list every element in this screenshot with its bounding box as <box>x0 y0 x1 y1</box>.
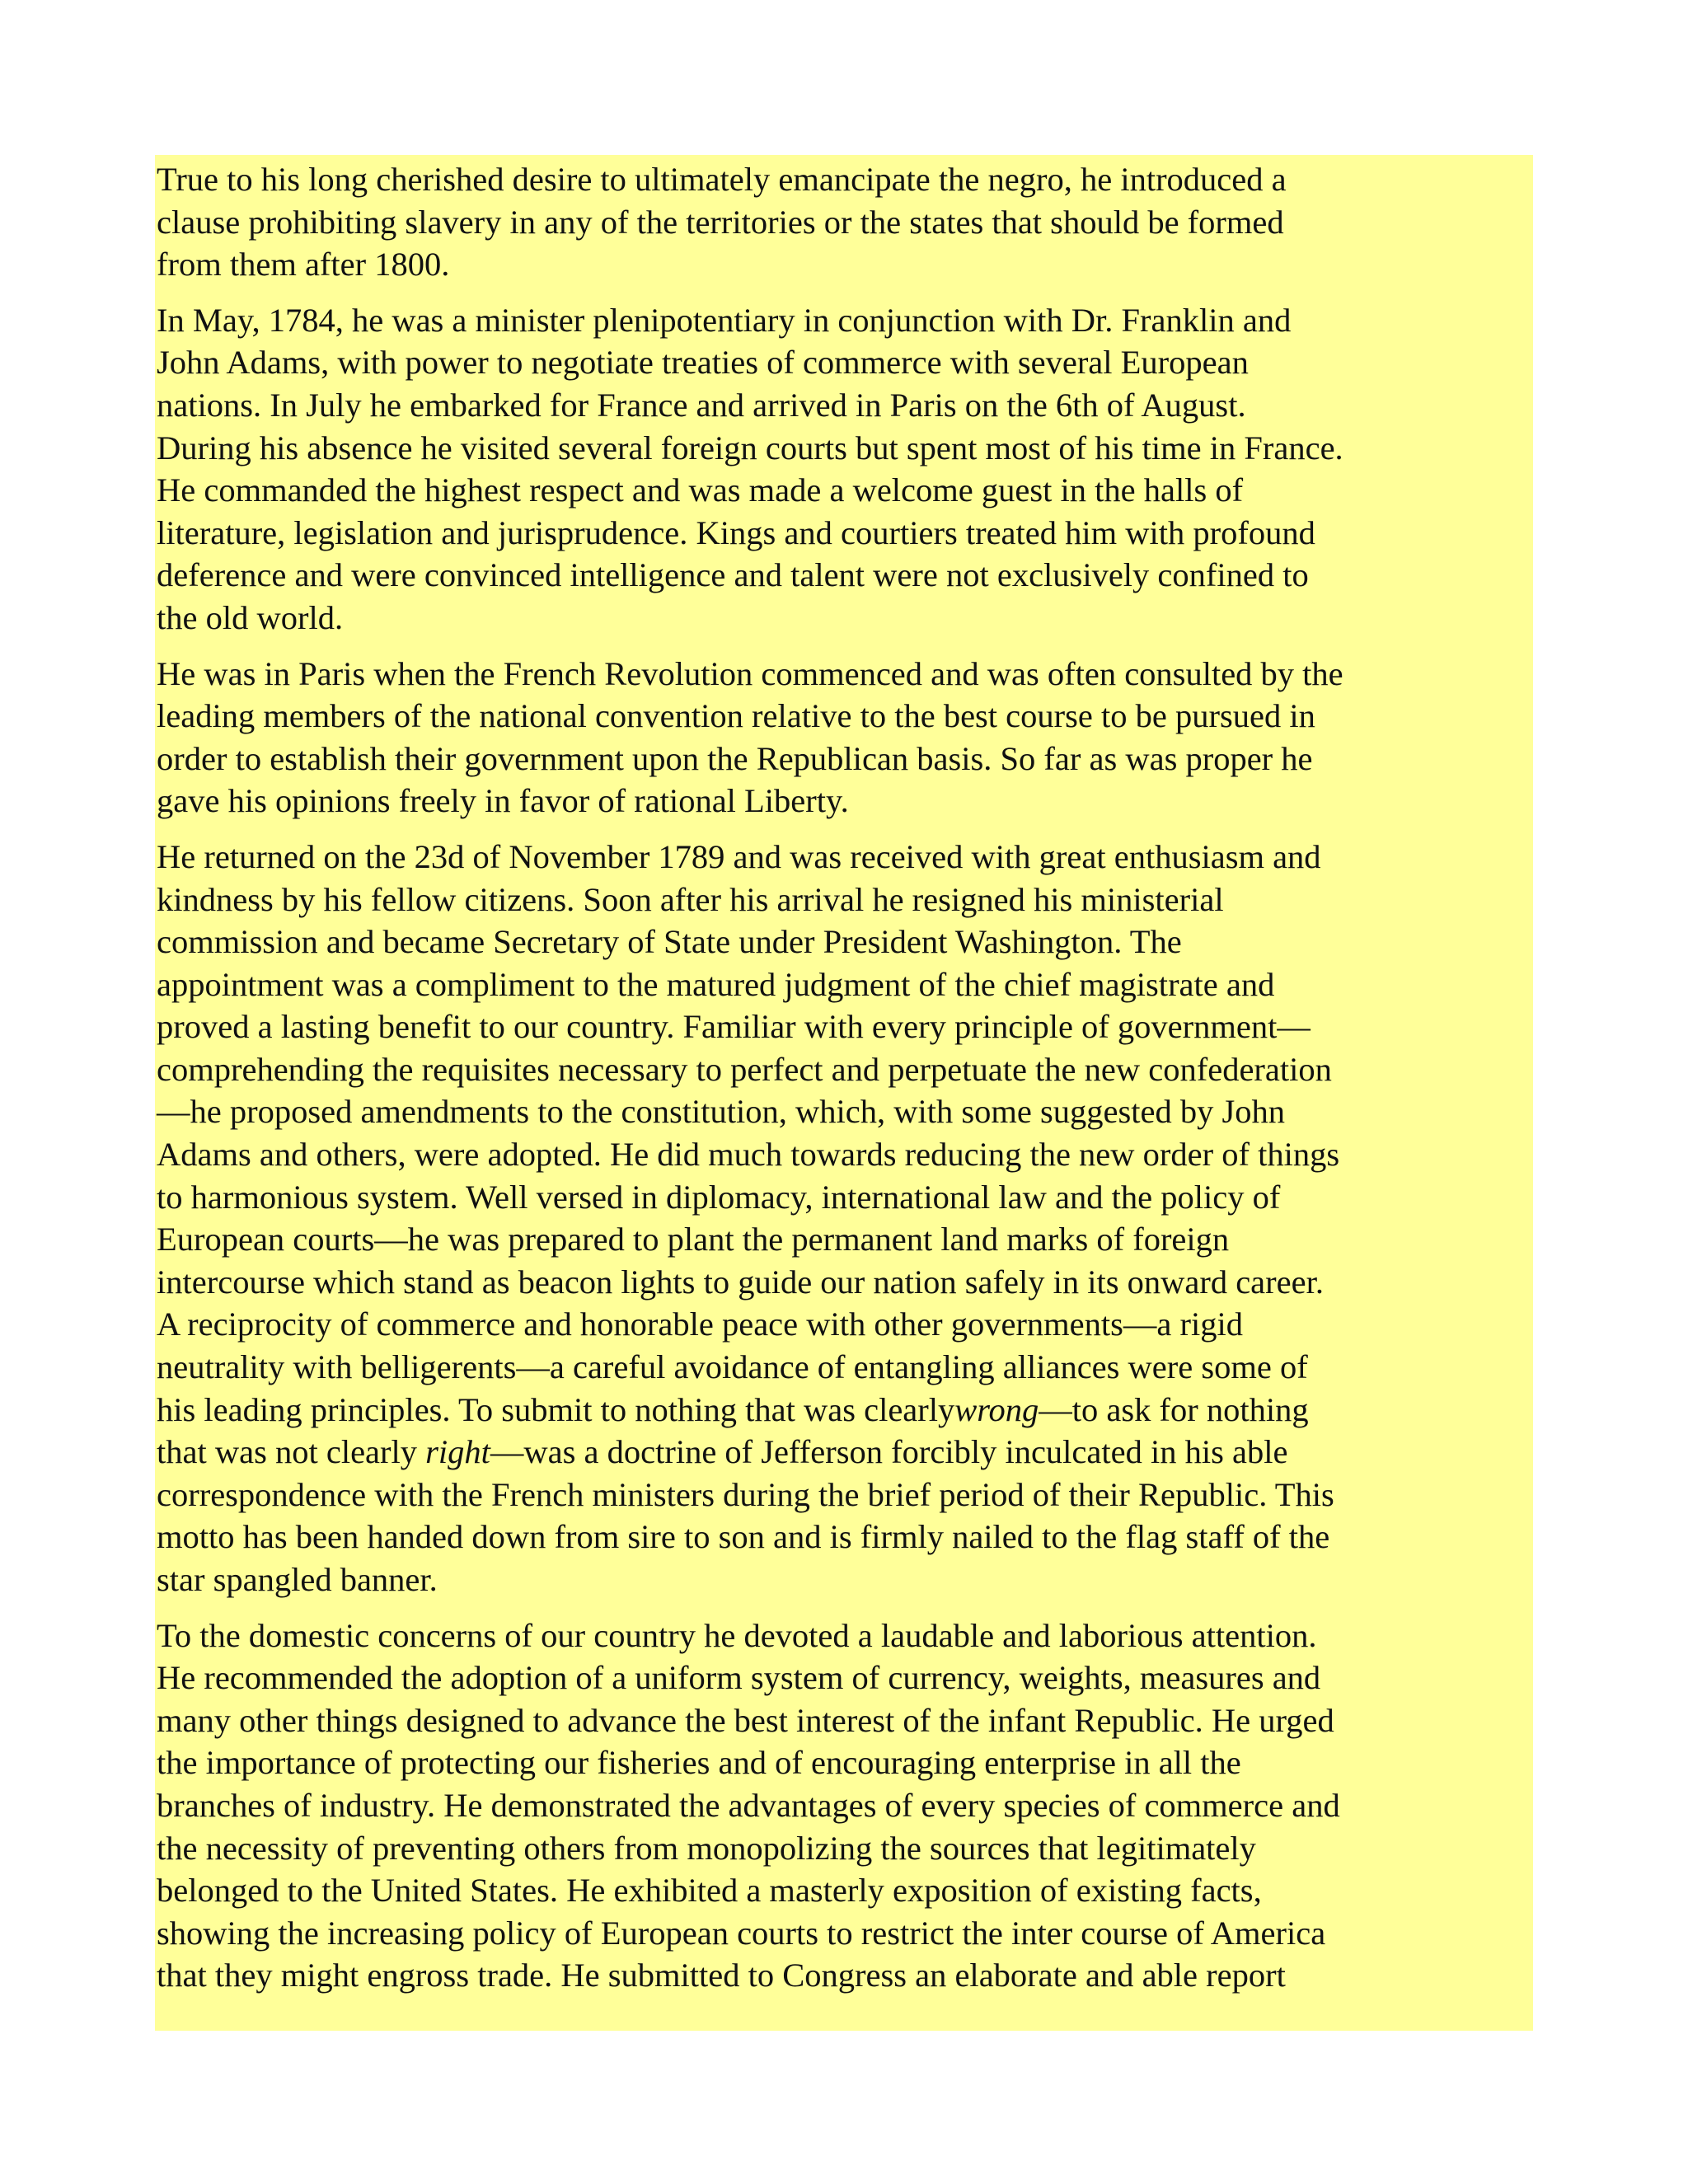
text-line: He recommended the adoption of a uniform system of currency, weights, measures and <box>157 1659 1321 1697</box>
text-line: intercourse which stand as beacon lights to guide our nation safely in its onward career. <box>157 1263 1324 1301</box>
text-line: leading members of the national convention relative to the best course to be pursued in <box>157 697 1315 735</box>
text-run: —to ask for nothing <box>1039 1390 1309 1428</box>
italic-word: right <box>425 1433 490 1471</box>
text-line: deference and were convinced intelligence and talent were not exclusively confined to <box>157 556 1309 594</box>
text-line: In May, 1784, he was a minister plenipotentiary in conjunction with Dr. Franklin and <box>157 301 1292 339</box>
text-line: comprehending the requisites necessary to perfect and perpetuate the new confederation <box>157 1050 1332 1088</box>
text-line: nations. In July he embarked for France and arrived in Paris on the 6th of August. <box>157 386 1246 424</box>
text-line: gave his opinions freely in favor of rational Liberty. <box>157 782 849 820</box>
text-line: the old world. <box>157 598 344 636</box>
text-line: correspondence with the French ministers during the brief period of their Republic. This <box>157 1475 1334 1513</box>
paragraph-2 <box>157 299 1531 640</box>
text-run: his leading principles. To submit to nothing that was clearly <box>157 1390 955 1428</box>
text-line: True to his long cherished desire to ultimately emancipate the negro, he introduced a <box>157 161 1287 198</box>
text-line: motto has been handed down from sire to son and is firmly nailed to the flag staff of the <box>157 1518 1330 1556</box>
highlighted-text-block <box>155 155 1533 2031</box>
text-line: showing the increasing policy of European courts to restrict the inter course of America <box>157 1914 1326 1952</box>
text-line: literature, legislation and jurisprudence. Kings and courtiers treated him with profound <box>157 513 1315 551</box>
text-line: the necessity of preventing others from monopolizing the sources that legitimately <box>157 1829 1256 1867</box>
text-line-mixed <box>157 1389 1531 1432</box>
text-line: A reciprocity of commerce and honorable peace with other governments—a rigid <box>157 1305 1244 1343</box>
paragraph-5 <box>157 1615 1531 1997</box>
text-line: clause prohibiting slavery in any of the territories or the states that should be formed <box>157 203 1284 241</box>
text-line: that they might engross trade. He submitted to Congress an elaborate and able report <box>157 1957 1286 1994</box>
paragraph-3 <box>157 653 1531 823</box>
text-line: many other things designed to advance the best interest of the infant Republic. He urged <box>157 1701 1334 1739</box>
text-run: that was not clearly <box>157 1433 426 1471</box>
text-line: order to establish their government upon the Republican basis. So far as was proper he <box>157 739 1313 777</box>
text-line: To the domestic concerns of our country he devoted a laudable and laborious attention. <box>157 1616 1317 1654</box>
text-line: He was in Paris when the French Revolution commenced and was often consulted by the <box>157 654 1343 692</box>
text-line: star spangled banner. <box>157 1561 438 1598</box>
text-line: He commanded the highest respect and was made a welcome guest in the halls of <box>157 471 1244 509</box>
text-line: branches of industry. He demonstrated the advantages of every species of commerce and <box>157 1786 1340 1824</box>
text-line: proved a lasting benefit to our country. Familiar with every principle of government— <box>157 1008 1311 1046</box>
text-line: neutrality with belligerents—a careful avoidance of entangling alliances were some of <box>157 1348 1308 1386</box>
text-line: kindness by his fellow citizens. Soon after his arrival he resigned his ministerial <box>157 880 1224 918</box>
text-line: belonged to the United States. He exhibited a masterly exposition of existing facts, <box>157 1872 1262 1910</box>
text-line-mixed <box>157 1431 1531 1474</box>
text-line: from them after 1800. <box>157 246 450 284</box>
text-line: European courts—he was prepared to plant the permanent land marks of foreign <box>157 1221 1230 1258</box>
text-line: commission and became Secretary of State under President Washington. The <box>157 923 1182 961</box>
text-line: Adams and others, were adopted. He did much towards reducing the new order of things <box>157 1136 1340 1174</box>
text-line: He returned on the 23d of November 1789 and was received with great enthusiasm and <box>157 837 1321 875</box>
italic-word: wrong <box>954 1390 1039 1428</box>
text-line: the importance of protecting our fisheries and of encouraging enterprise in all the <box>157 1744 1241 1782</box>
text-line: During his absence he visited several foreign courts but spent most of his time in France. <box>157 429 1343 466</box>
text-line: to harmonious system. Well versed in diplomacy, international law and the policy of <box>157 1178 1281 1216</box>
text-line: John Adams, with power to negotiate treaties of commerce with several European <box>157 344 1249 382</box>
text-run: —was a doctrine of Jefferson forcibly inculcated in his able <box>490 1433 1288 1471</box>
paragraph-4 <box>157 836 1531 1601</box>
paragraph-1 <box>157 158 1531 286</box>
text-line: appointment was a compliment to the matured judgment of the chief magistrate and <box>157 965 1275 1003</box>
text-line: —he proposed amendments to the constitution, which, with some suggested by John <box>157 1093 1285 1131</box>
